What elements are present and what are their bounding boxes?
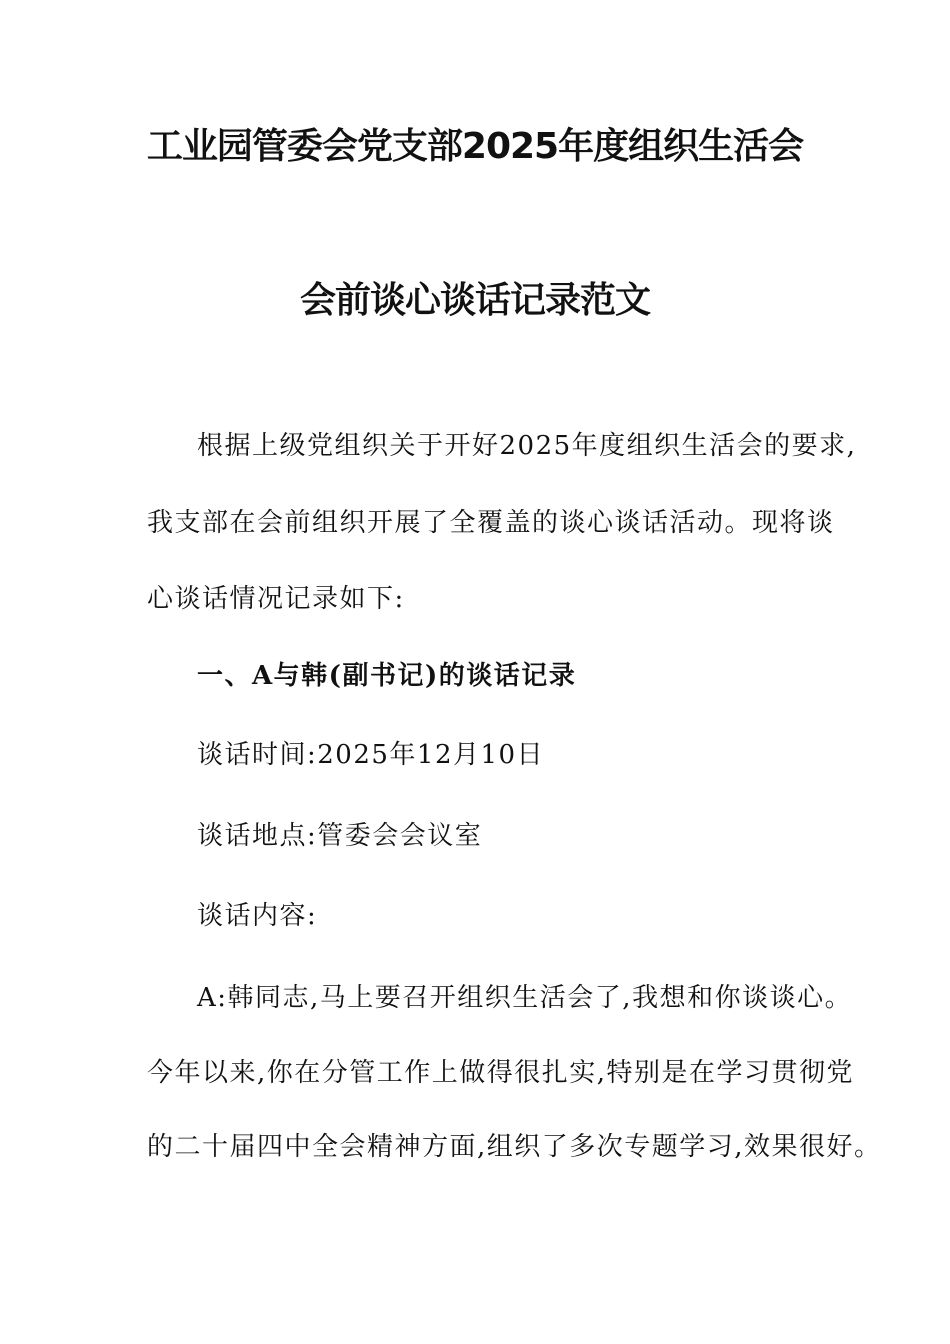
intro-paragraph-line-1: 根据上级党组织关于开好2025年度组织生活会的要求, (197, 431, 857, 461)
dialogue-line-1: A:韩同志,马上要召开组织生活会了,我想和你谈谈心。 (197, 983, 853, 1013)
dialogue-line-2: 今年以来,你在分管工作上做得很扎实,特别是在学习贯彻党 (147, 1058, 855, 1088)
talk-time: 谈话时间:2025年12月10日 (197, 740, 545, 770)
intro-paragraph-line-2: 我支部在会前组织开展了全覆盖的谈心谈话活动。现将谈 (147, 508, 835, 538)
document-title-line-2: 会前谈心谈话记录范文 (299, 280, 650, 321)
talk-place: 谈话地点:管委会会议室 (197, 821, 483, 851)
intro-paragraph-line-3: 心谈话情况记录如下: (147, 584, 405, 614)
document-title-line-1: 工业园管委会党支部2025年度组织生活会 (146, 126, 804, 167)
dialogue-line-3: 的二十届四中全会精神方面,组织了多次专题学习,效果很好。 (147, 1132, 882, 1162)
talk-content-label: 谈话内容: (197, 901, 318, 931)
section-heading: 一、A与韩(副书记)的谈话记录 (197, 661, 577, 691)
